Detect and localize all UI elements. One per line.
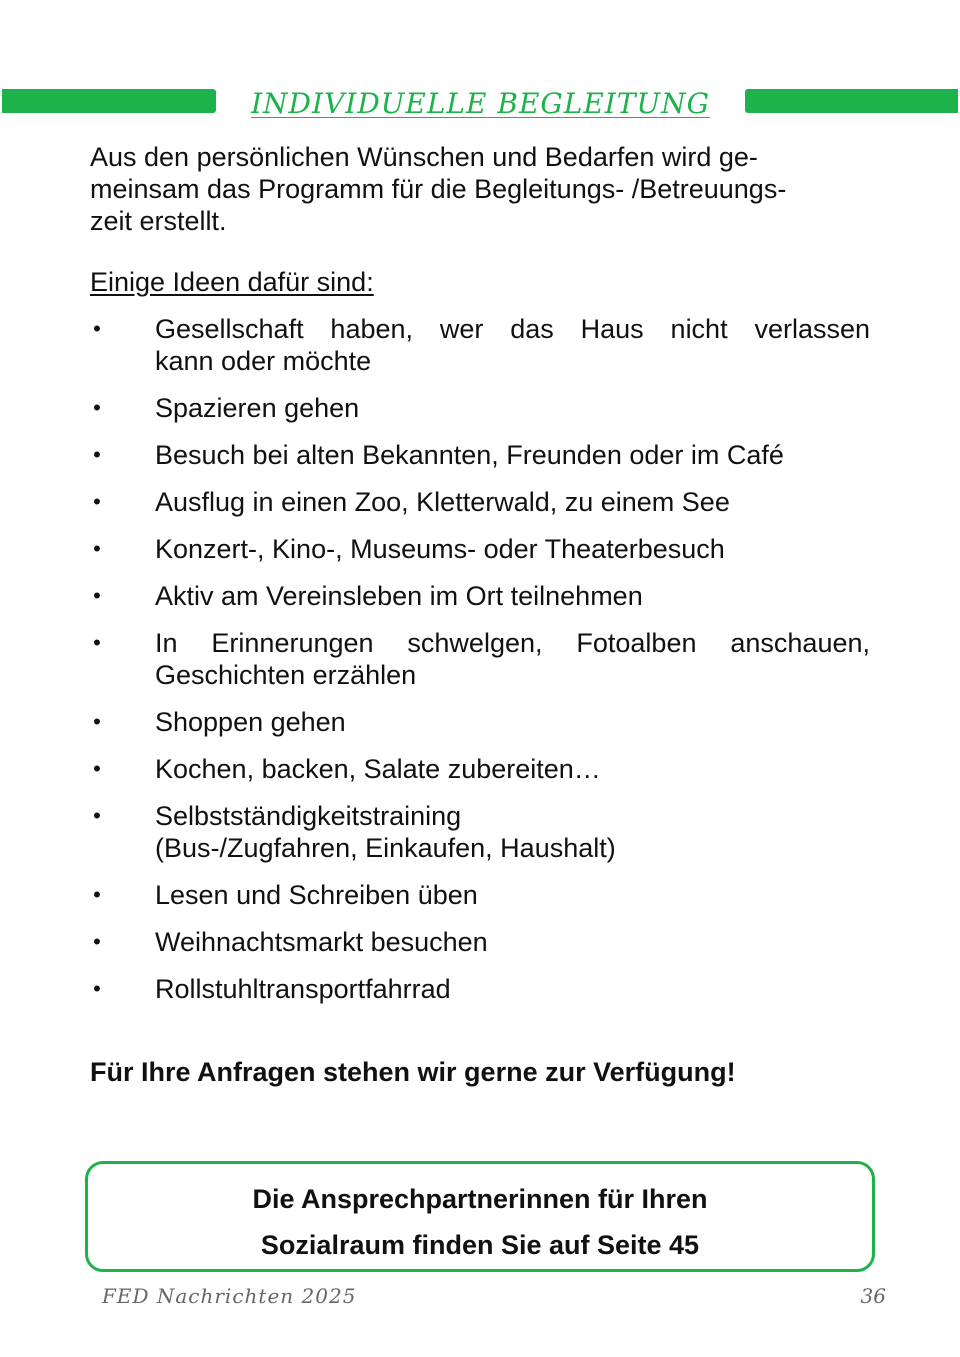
- bullet-icon: •: [93, 442, 101, 467]
- list-item-text: Rollstuhltransportfahrrad: [155, 974, 451, 1004]
- call-to-action: Für Ihre Anfragen stehen wir gerne zur Verfügung!: [90, 1057, 736, 1087]
- intro-line: Aus den persönlichen Wünschen und Bedarfen wird ge-: [90, 142, 758, 172]
- list-item-text: Konzert-, Kino-, Museums- oder Theaterbesuch: [155, 534, 725, 564]
- list-item-text: Aktiv am Vereinsleben im Ort teilnehmen: [155, 581, 643, 611]
- list-item-text: (Bus-/Zugfahren, Einkaufen, Haushalt): [155, 833, 616, 863]
- list-item-text: In Erinnerungen schwelgen, Fotoalben anschauen,: [155, 628, 870, 658]
- intro-line: meinsam das Programm für die Begleitungs- /Betreuungs-: [90, 174, 787, 204]
- list-item-text: Weihnachtsmarkt besuchen: [155, 927, 488, 957]
- bullet-icon: •: [93, 395, 101, 420]
- list-item-text: Selbstständigkeitstraining: [155, 801, 462, 831]
- header-bar-left: [2, 89, 216, 113]
- list-item-text: Ausflug in einen Zoo, Kletterwald, zu einem See: [155, 487, 730, 517]
- list-item: [90, 313, 870, 377]
- bullet-icon: •: [93, 630, 101, 655]
- list-item: [90, 486, 870, 518]
- list-item: [90, 879, 870, 911]
- list-item-text: Besuch bei alten Bekannten, Freunden oder im Café: [155, 440, 784, 470]
- bullet-icon: •: [93, 929, 101, 954]
- ideas-heading: Einige Ideen dafür sind:: [90, 267, 374, 297]
- list-item: [90, 580, 870, 612]
- bullet-icon: •: [93, 316, 101, 341]
- bullet-icon: •: [93, 489, 101, 514]
- list-item: [90, 533, 870, 565]
- bullet-icon: •: [93, 583, 101, 608]
- list-item-text: Kochen, backen, Salate zubereiten…: [155, 754, 601, 784]
- bullet-icon: •: [93, 709, 101, 734]
- list-item-text: kann oder möchte: [155, 346, 372, 376]
- info-box-line: Sozialraum finden Sie auf Seite 45: [260, 1230, 700, 1260]
- list-item: [90, 392, 870, 424]
- header-bar-right: [745, 89, 958, 113]
- list-item: [90, 973, 870, 1005]
- list-item-text: Geschichten erzählen: [155, 660, 417, 690]
- list-item-text: Shoppen gehen: [155, 707, 346, 737]
- list-item: [90, 627, 870, 691]
- ideas-list: [90, 313, 870, 1020]
- info-box-line: Die Ansprechpartnerinnen für Ihren: [252, 1184, 708, 1214]
- list-item-text: Spazieren gehen: [155, 393, 360, 423]
- list-item: [90, 926, 870, 958]
- bullet-icon: •: [93, 756, 101, 781]
- page-number: 36: [860, 1284, 886, 1308]
- bullet-icon: •: [93, 803, 101, 828]
- list-item-text: Lesen und Schreiben üben: [155, 880, 478, 910]
- list-item: [90, 753, 870, 785]
- list-item: [90, 439, 870, 471]
- page-title: INDIVIDUELLE BEGLEITUNG: [251, 87, 710, 120]
- contact-info-box: [85, 1161, 875, 1272]
- list-item: [90, 706, 870, 738]
- list-item-text: Gesellschaft haben, wer das Haus nicht verlassen: [155, 314, 870, 344]
- bullet-icon: •: [93, 976, 101, 1001]
- bullet-icon: •: [93, 536, 101, 561]
- footer-publication: FED Nachrichten 2025: [102, 1284, 357, 1308]
- intro-paragraph: [90, 141, 870, 237]
- list-item: [90, 800, 870, 864]
- bullet-icon: •: [93, 882, 101, 907]
- intro-line: zeit erstellt.: [90, 206, 227, 236]
